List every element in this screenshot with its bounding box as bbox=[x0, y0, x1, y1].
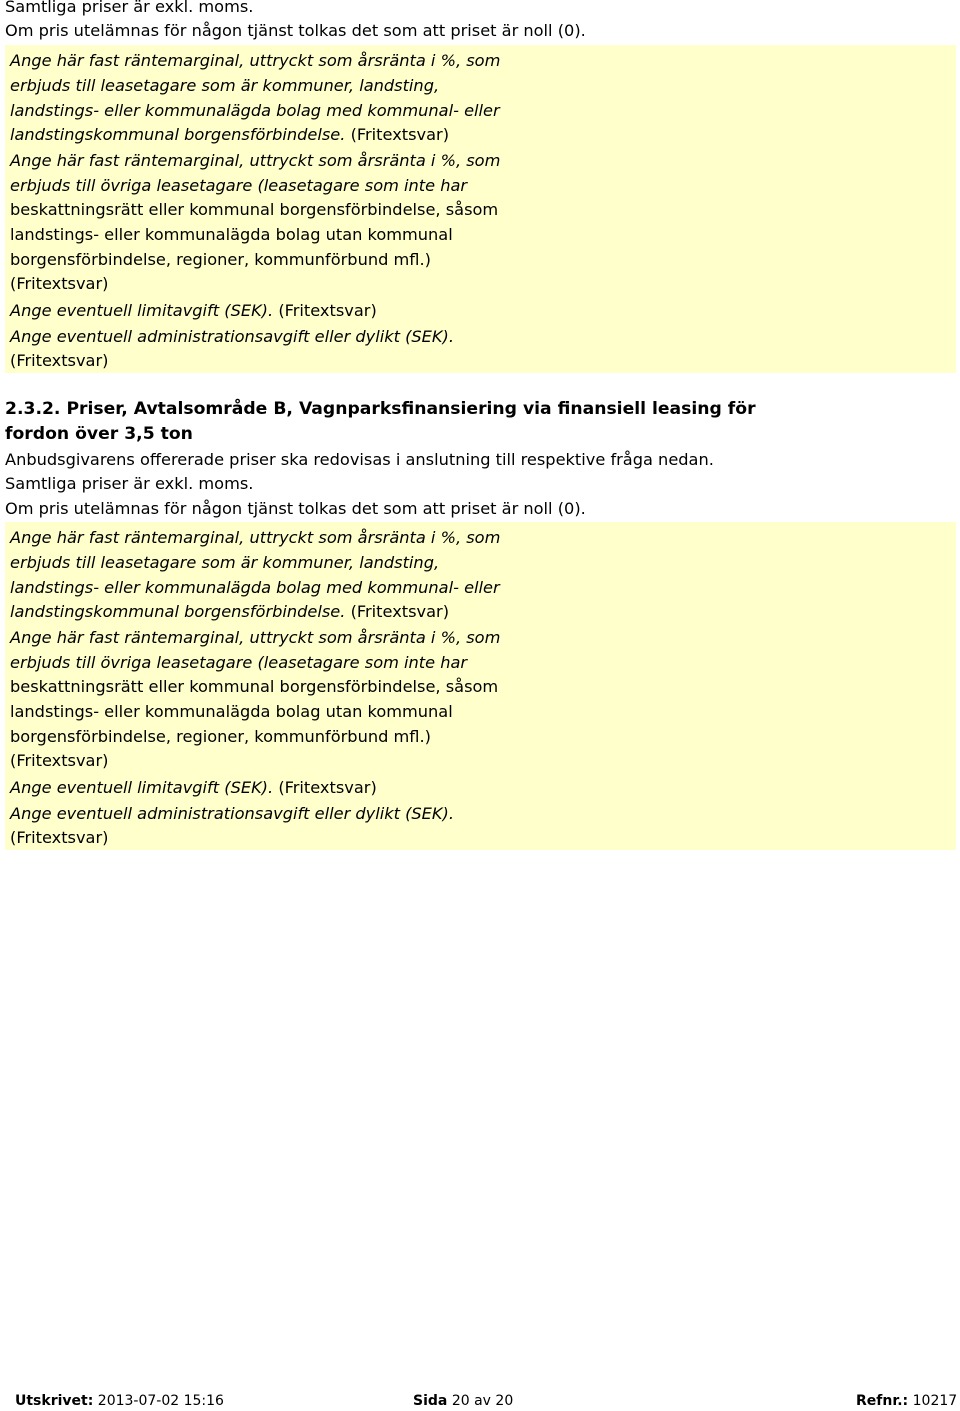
question-a2-line: landstings- eller kommunalägda bolag utan kommunal bbox=[10, 225, 453, 244]
question-a2-line: beskattningsrätt eller kommunal borgensförbindelse, såsom bbox=[10, 200, 499, 219]
intro-line-zero-price: Om pris utelämnas för någon tjänst tolkas det som att priset är noll (0). bbox=[5, 21, 586, 40]
section-heading-cont: fordon över 3,5 ton bbox=[5, 424, 193, 444]
section-heading: 2.3.2. Priser, Avtalsområde B, Vagnparksfinansiering via finansiell leasing för bbox=[5, 399, 756, 419]
answer-a2-field[interactable]: (Fritextsvar) bbox=[10, 274, 109, 293]
footer-page bbox=[413, 1392, 513, 1410]
answer-b1-field[interactable]: (Fritextsvar) bbox=[350, 602, 450, 621]
question-b4-line: Ange eventuell administrationsavgift eller dylikt (SEK). bbox=[10, 804, 454, 823]
footer-ref-value: 10217 bbox=[912, 1393, 958, 1409]
footer-page-total: 20 bbox=[495, 1393, 514, 1409]
answer-b4-field[interactable]: (Fritextsvar) bbox=[10, 828, 109, 847]
question-a1-text: landstingskommunal borgensförbindelse. bbox=[10, 125, 346, 144]
question-b3-line bbox=[10, 778, 377, 798]
question-b3-text: Ange eventuell limitavgift (SEK). bbox=[10, 778, 274, 797]
footer-printed-value: 2013-07-02 15:16 bbox=[97, 1393, 224, 1409]
question-b1-line: Ange här fast räntemarginal, uttryckt som årsränta i %, som bbox=[10, 528, 501, 547]
answer-a1-field[interactable]: (Fritextsvar) bbox=[350, 125, 450, 144]
question-b1-text: landstingskommunal borgensförbindelse. bbox=[10, 602, 346, 621]
question-a4-line: Ange eventuell administrationsavgift eller dylikt (SEK). bbox=[10, 327, 454, 346]
question-b2-line: landstings- eller kommunalägda bolag utan kommunal bbox=[10, 702, 453, 721]
question-a1-line: landstings- eller kommunalägda bolag med kommunal- eller bbox=[10, 101, 500, 120]
question-a1-line bbox=[10, 125, 449, 145]
question-a2-line: erbjuds till övriga leasetagare (leasetagare som inte har bbox=[10, 176, 468, 195]
intro-line-vat: Samtliga priser är exkl. moms. bbox=[5, 474, 254, 493]
question-b1-line: landstings- eller kommunalägda bolag med kommunal- eller bbox=[10, 578, 500, 597]
question-b2-line: Ange här fast räntemarginal, uttryckt som årsränta i %, som bbox=[10, 628, 501, 647]
question-a2-line: borgensförbindelse, regioner, kommunförbund mfl.) bbox=[10, 250, 431, 269]
question-a1-line: erbjuds till leasetagare som är kommuner, landsting, bbox=[10, 76, 440, 95]
intro-line-vat: Samtliga priser är exkl. moms. bbox=[5, 0, 254, 16]
question-b1-line bbox=[10, 602, 449, 622]
footer-printed bbox=[15, 1392, 224, 1410]
intro-line-zero-price: Om pris utelämnas för någon tjänst tolkas det som att priset är noll (0). bbox=[5, 499, 586, 518]
footer-ref-label: Refnr.: bbox=[856, 1393, 909, 1409]
answer-a3-field[interactable]: (Fritextsvar) bbox=[278, 301, 377, 320]
question-b2-line: borgensförbindelse, regioner, kommunförbund mfl.) bbox=[10, 727, 431, 746]
question-b1-line: erbjuds till leasetagare som är kommuner, landsting, bbox=[10, 553, 440, 572]
answer-a4-field[interactable]: (Fritextsvar) bbox=[10, 351, 109, 370]
footer-ref bbox=[856, 1392, 957, 1410]
question-a3-line bbox=[10, 301, 377, 321]
footer-page-current: 20 bbox=[451, 1393, 470, 1409]
question-b2-line: erbjuds till övriga leasetagare (leasetagare som inte har bbox=[10, 653, 468, 672]
question-b2-line: beskattningsrätt eller kommunal borgensförbindelse, såsom bbox=[10, 677, 499, 696]
footer-printed-label: Utskrivet: bbox=[15, 1393, 94, 1409]
question-a1-line: Ange här fast räntemarginal, uttryckt som årsränta i %, som bbox=[10, 51, 501, 70]
question-a3-text: Ange eventuell limitavgift (SEK). bbox=[10, 301, 274, 320]
intro-line-offer: Anbudsgivarens offererade priser ska redovisas i anslutning till respektive fråga nedan. bbox=[5, 450, 714, 469]
answer-b2-field[interactable]: (Fritextsvar) bbox=[10, 751, 109, 770]
question-a2-line: Ange här fast räntemarginal, uttryckt som årsränta i %, som bbox=[10, 151, 501, 170]
answer-b3-field[interactable]: (Fritextsvar) bbox=[278, 778, 377, 797]
footer-page-label: Sida bbox=[413, 1393, 448, 1409]
footer-page-of: av bbox=[474, 1393, 491, 1409]
